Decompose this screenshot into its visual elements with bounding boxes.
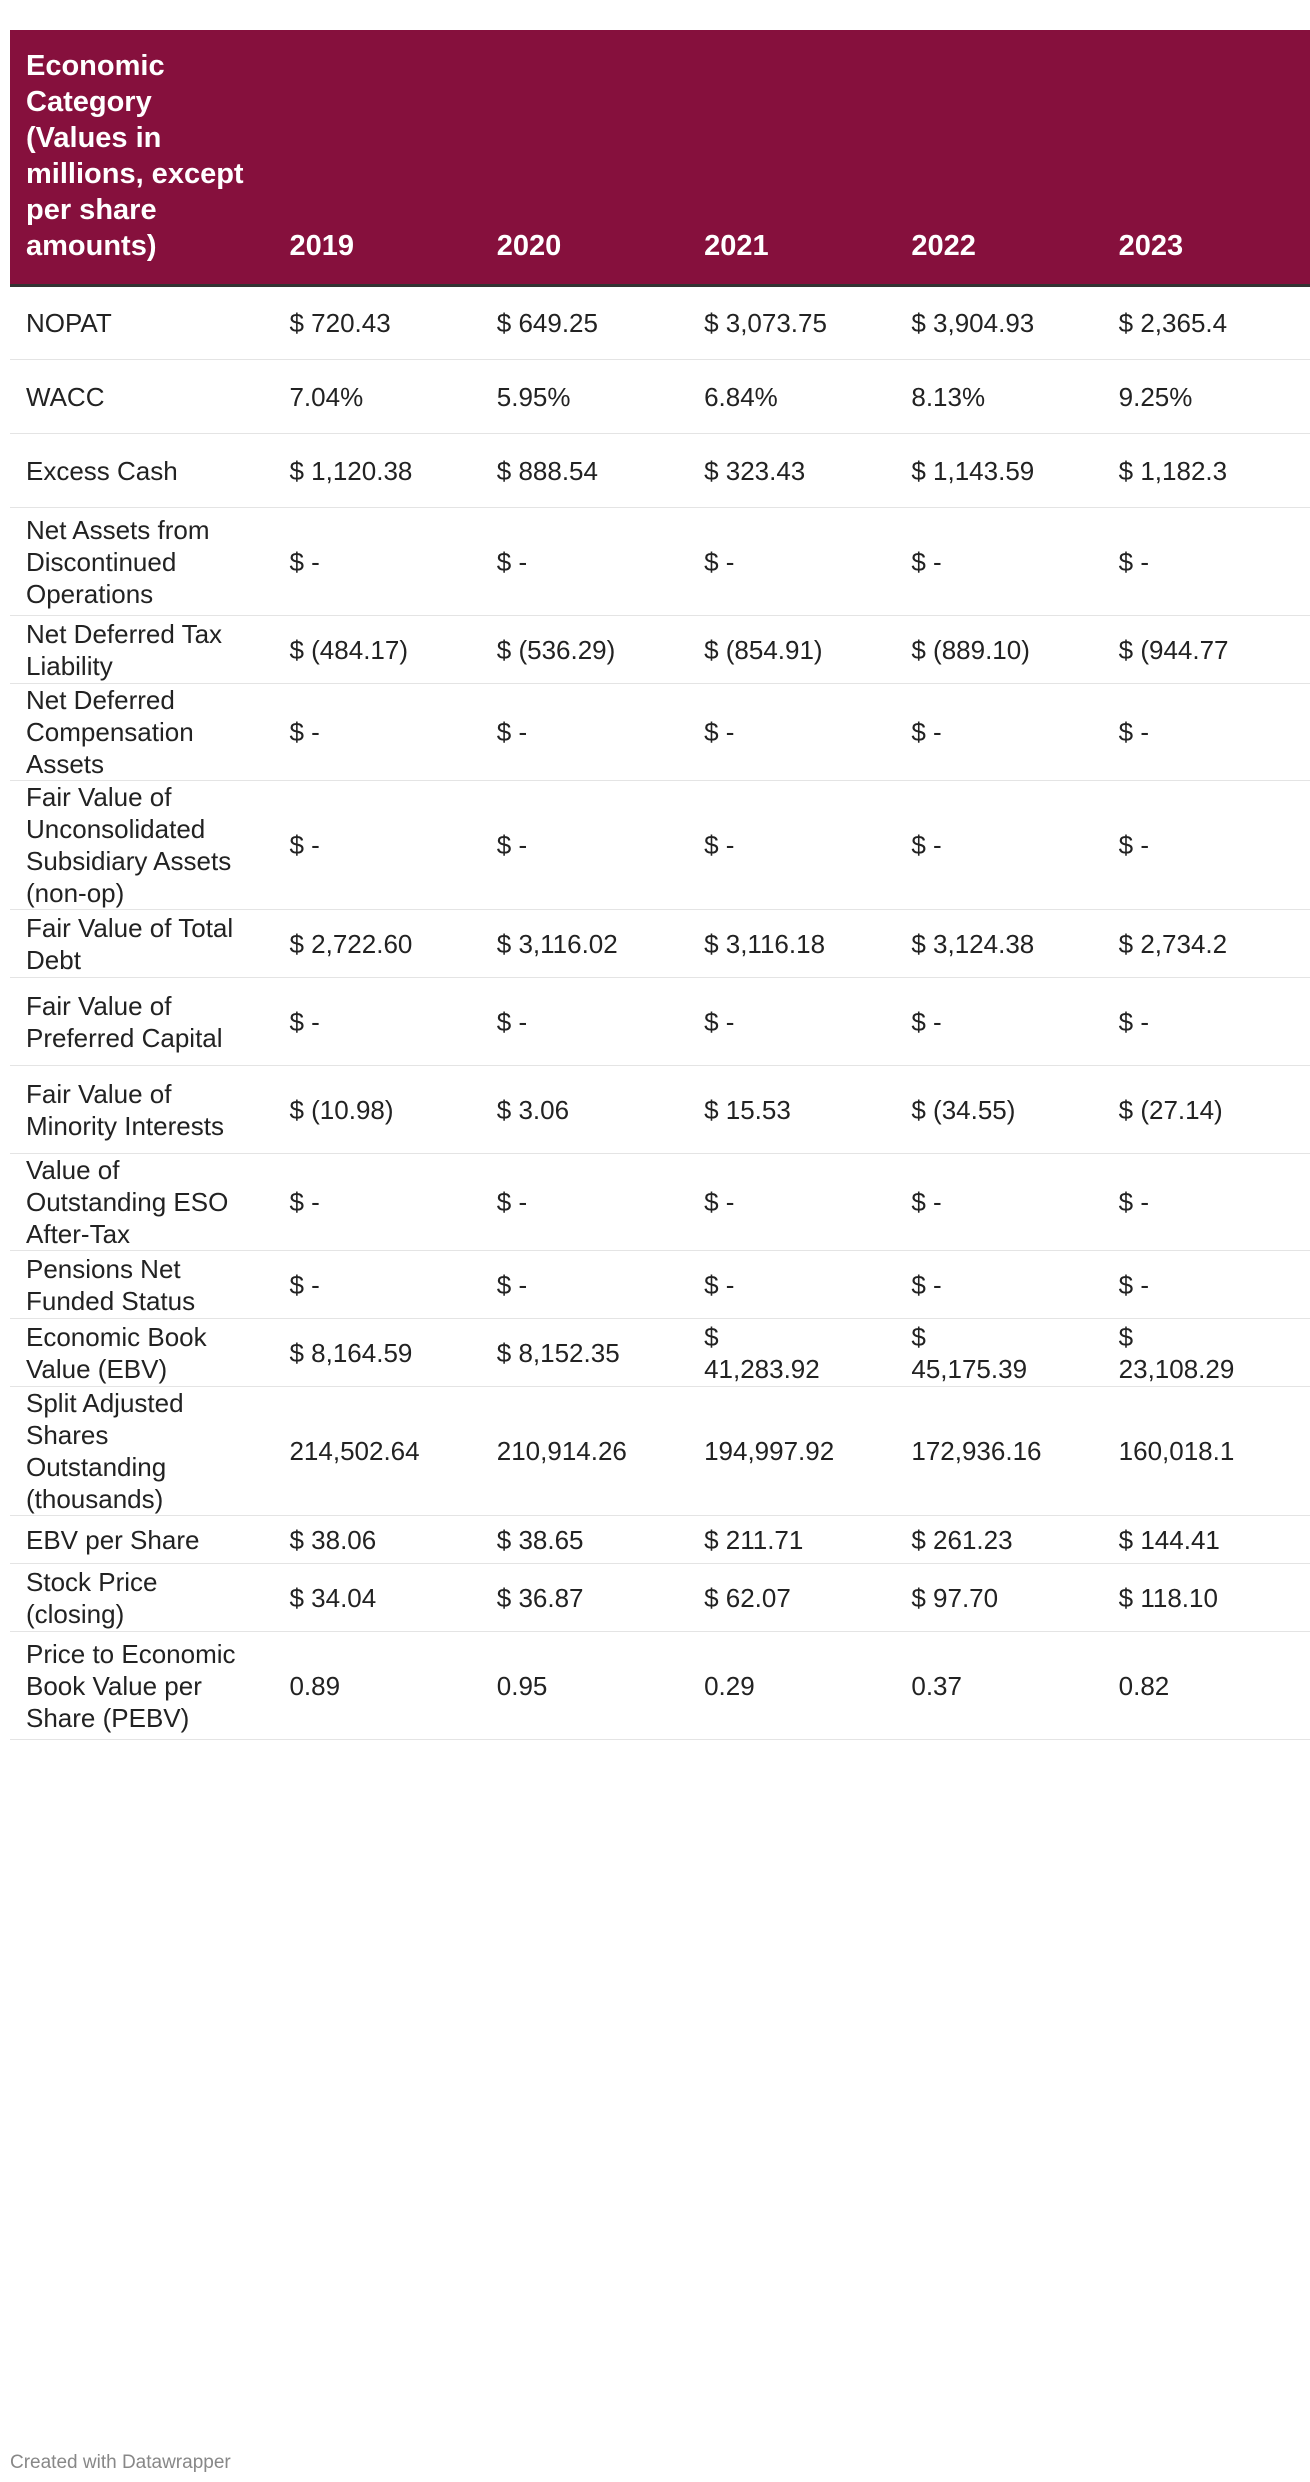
column-header-2019[interactable]: 2019	[273, 30, 480, 286]
cell-2021: $ -	[688, 508, 895, 616]
row-label: Stock Price (closing)	[10, 1564, 273, 1632]
cell-2022: $ -	[895, 1154, 1102, 1251]
row-label: Fair Value of Minority Interests	[10, 1066, 273, 1154]
cell-2023: $ -	[1103, 978, 1310, 1066]
cell-2022: $ 97.70	[895, 1564, 1102, 1632]
cell-2019: $ -	[273, 781, 480, 910]
cell-2020: 5.95%	[481, 360, 688, 434]
cell-2020: $ -	[481, 1251, 688, 1319]
cell-2021: $ -	[688, 978, 895, 1066]
row-label: Net Deferred Tax Liability	[10, 616, 273, 684]
cell-2023: $ (27.14)	[1103, 1066, 1310, 1154]
table-row	[10, 508, 1310, 616]
cell-2019: $ -	[273, 684, 480, 781]
cell-2022: $ -	[895, 978, 1102, 1066]
cell-2022: $ -	[895, 1251, 1102, 1319]
column-header-category[interactable]: Economic Category (Values in millions, except per share amounts)	[10, 30, 273, 286]
cell-2021: $ 323.43	[688, 434, 895, 508]
datawrapper-credit: Created with Datawrapper	[10, 2452, 231, 2473]
cell-2020: $ 888.54	[481, 434, 688, 508]
cell-2020: 0.95	[481, 1632, 688, 1740]
cell-2020: $ 649.25	[481, 286, 688, 360]
cell-2019: $ 8,164.59	[273, 1319, 480, 1387]
cell-2021: 194,997.92	[688, 1387, 895, 1516]
row-label: Split Adjusted Shares Outstanding (thousands)	[10, 1387, 273, 1516]
table-row	[10, 1251, 1310, 1319]
cell-2021: $ -	[688, 1154, 895, 1251]
row-label: Fair Value of Preferred Capital	[10, 978, 273, 1066]
table-row	[10, 1066, 1310, 1154]
cell-2019: $ (10.98)	[273, 1066, 480, 1154]
cell-2021: $ 41,283.92	[688, 1319, 895, 1387]
cell-2019: 214,502.64	[273, 1387, 480, 1516]
cell-2022: 172,936.16	[895, 1387, 1102, 1516]
table-row	[10, 910, 1310, 978]
table-row	[10, 286, 1310, 360]
cell-2023: 160,018.1	[1103, 1387, 1310, 1516]
row-label: Value of Outstanding ESO After-Tax	[10, 1154, 273, 1251]
cell-2023: $ -	[1103, 781, 1310, 910]
cell-2022: $ 3,124.38	[895, 910, 1102, 978]
row-label: WACC	[10, 360, 273, 434]
cell-2020: $ -	[481, 978, 688, 1066]
cell-2020: $ 8,152.35	[481, 1319, 688, 1387]
table-row	[10, 616, 1310, 684]
cell-2019: $ -	[273, 508, 480, 616]
cell-2023: 0.82	[1103, 1632, 1310, 1740]
cell-2019: $ -	[273, 1251, 480, 1319]
cell-2023: $ 1,182.3	[1103, 434, 1310, 508]
cell-2023: $ 2,365.4	[1103, 286, 1310, 360]
cell-2020: $ -	[481, 508, 688, 616]
column-header-2020[interactable]: 2020	[481, 30, 688, 286]
row-label: EBV per Share	[10, 1516, 273, 1564]
cell-2022: $ 1,143.59	[895, 434, 1102, 508]
economic-data-table	[10, 30, 1310, 1740]
table-row	[10, 781, 1310, 910]
row-label: Net Assets from Discontinued Operations	[10, 508, 273, 616]
cell-2023: $ -	[1103, 1154, 1310, 1251]
cell-2021: $ -	[688, 684, 895, 781]
cell-2023: $ -	[1103, 1251, 1310, 1319]
cell-2020: $ 3.06	[481, 1066, 688, 1154]
cell-2021: $ (854.91)	[688, 616, 895, 684]
cell-2021: $ 3,073.75	[688, 286, 895, 360]
cell-2023: 9.25%	[1103, 360, 1310, 434]
cell-2019: $ 34.04	[273, 1564, 480, 1632]
row-label: NOPAT	[10, 286, 273, 360]
table-row	[10, 434, 1310, 508]
cell-2020: $ 3,116.02	[481, 910, 688, 978]
cell-2020: $ 38.65	[481, 1516, 688, 1564]
cell-2022: 0.37	[895, 1632, 1102, 1740]
cell-2019: $ 720.43	[273, 286, 480, 360]
cell-2019: 0.89	[273, 1632, 480, 1740]
cell-2022: $ -	[895, 508, 1102, 616]
cell-2019: 7.04%	[273, 360, 480, 434]
cell-2023: $ (944.77	[1103, 616, 1310, 684]
table-row	[10, 1387, 1310, 1516]
cell-2022: $ 3,904.93	[895, 286, 1102, 360]
row-label: Net Deferred Compensation Assets	[10, 684, 273, 781]
table-row	[10, 978, 1310, 1066]
cell-2022: 8.13%	[895, 360, 1102, 434]
cell-2020: $ -	[481, 684, 688, 781]
cell-2023: $ 2,734.2	[1103, 910, 1310, 978]
cell-2021: $ 62.07	[688, 1564, 895, 1632]
cell-2019: $ -	[273, 1154, 480, 1251]
cell-2020: $ -	[481, 1154, 688, 1251]
cell-2022: $ (34.55)	[895, 1066, 1102, 1154]
cell-2021: $ 3,116.18	[688, 910, 895, 978]
cell-2023: $ 144.41	[1103, 1516, 1310, 1564]
cell-2019: $ 2,722.60	[273, 910, 480, 978]
cell-2020: 210,914.26	[481, 1387, 688, 1516]
cell-2022: $ -	[895, 781, 1102, 910]
cell-2022: $ (889.10)	[895, 616, 1102, 684]
row-label: Pensions Net Funded Status	[10, 1251, 273, 1319]
cell-2023: $ 118.10	[1103, 1564, 1310, 1632]
cell-2022: $ -	[895, 684, 1102, 781]
cell-2021: 6.84%	[688, 360, 895, 434]
table-row	[10, 1516, 1310, 1564]
cell-2020: $ (536.29)	[481, 616, 688, 684]
cell-2019: $ -	[273, 978, 480, 1066]
cell-2023: $ -	[1103, 508, 1310, 616]
column-header-2021[interactable]: 2021	[688, 30, 895, 286]
row-label: Excess Cash	[10, 434, 273, 508]
cell-2021: $ -	[688, 781, 895, 910]
table-body	[10, 286, 1310, 1740]
row-label: Fair Value of Total Debt	[10, 910, 273, 978]
cell-2021: $ -	[688, 1251, 895, 1319]
cell-2023: $ -	[1103, 684, 1310, 781]
row-label: Fair Value of Unconsolidated Subsidiary Assets (non-op)	[10, 781, 273, 910]
row-label: Price to Economic Book Value per Share (PEBV)	[10, 1632, 273, 1740]
cell-2020: $ 36.87	[481, 1564, 688, 1632]
cell-2019: $ (484.17)	[273, 616, 480, 684]
cell-2019: $ 1,120.38	[273, 434, 480, 508]
table-row	[10, 684, 1310, 781]
cell-2022: $ 45,175.39	[895, 1319, 1102, 1387]
table-row	[10, 1319, 1310, 1387]
column-header-2023[interactable]: 2023	[1103, 30, 1310, 286]
column-header-2022[interactable]: 2022	[895, 30, 1102, 286]
table-header	[10, 30, 1310, 286]
table-row	[10, 1632, 1310, 1740]
cell-2019: $ 38.06	[273, 1516, 480, 1564]
row-label: Economic Book Value (EBV)	[10, 1319, 273, 1387]
table-row	[10, 1564, 1310, 1632]
table-row	[10, 360, 1310, 434]
data-table-container	[10, 30, 1235, 1740]
cell-2021: 0.29	[688, 1632, 895, 1740]
header-row	[10, 30, 1310, 286]
cell-2020: $ -	[481, 781, 688, 910]
cell-2021: $ 15.53	[688, 1066, 895, 1154]
cell-2022: $ 261.23	[895, 1516, 1102, 1564]
cell-2021: $ 211.71	[688, 1516, 895, 1564]
cell-2023: $ 23,108.29	[1103, 1319, 1310, 1387]
table-row	[10, 1154, 1310, 1251]
